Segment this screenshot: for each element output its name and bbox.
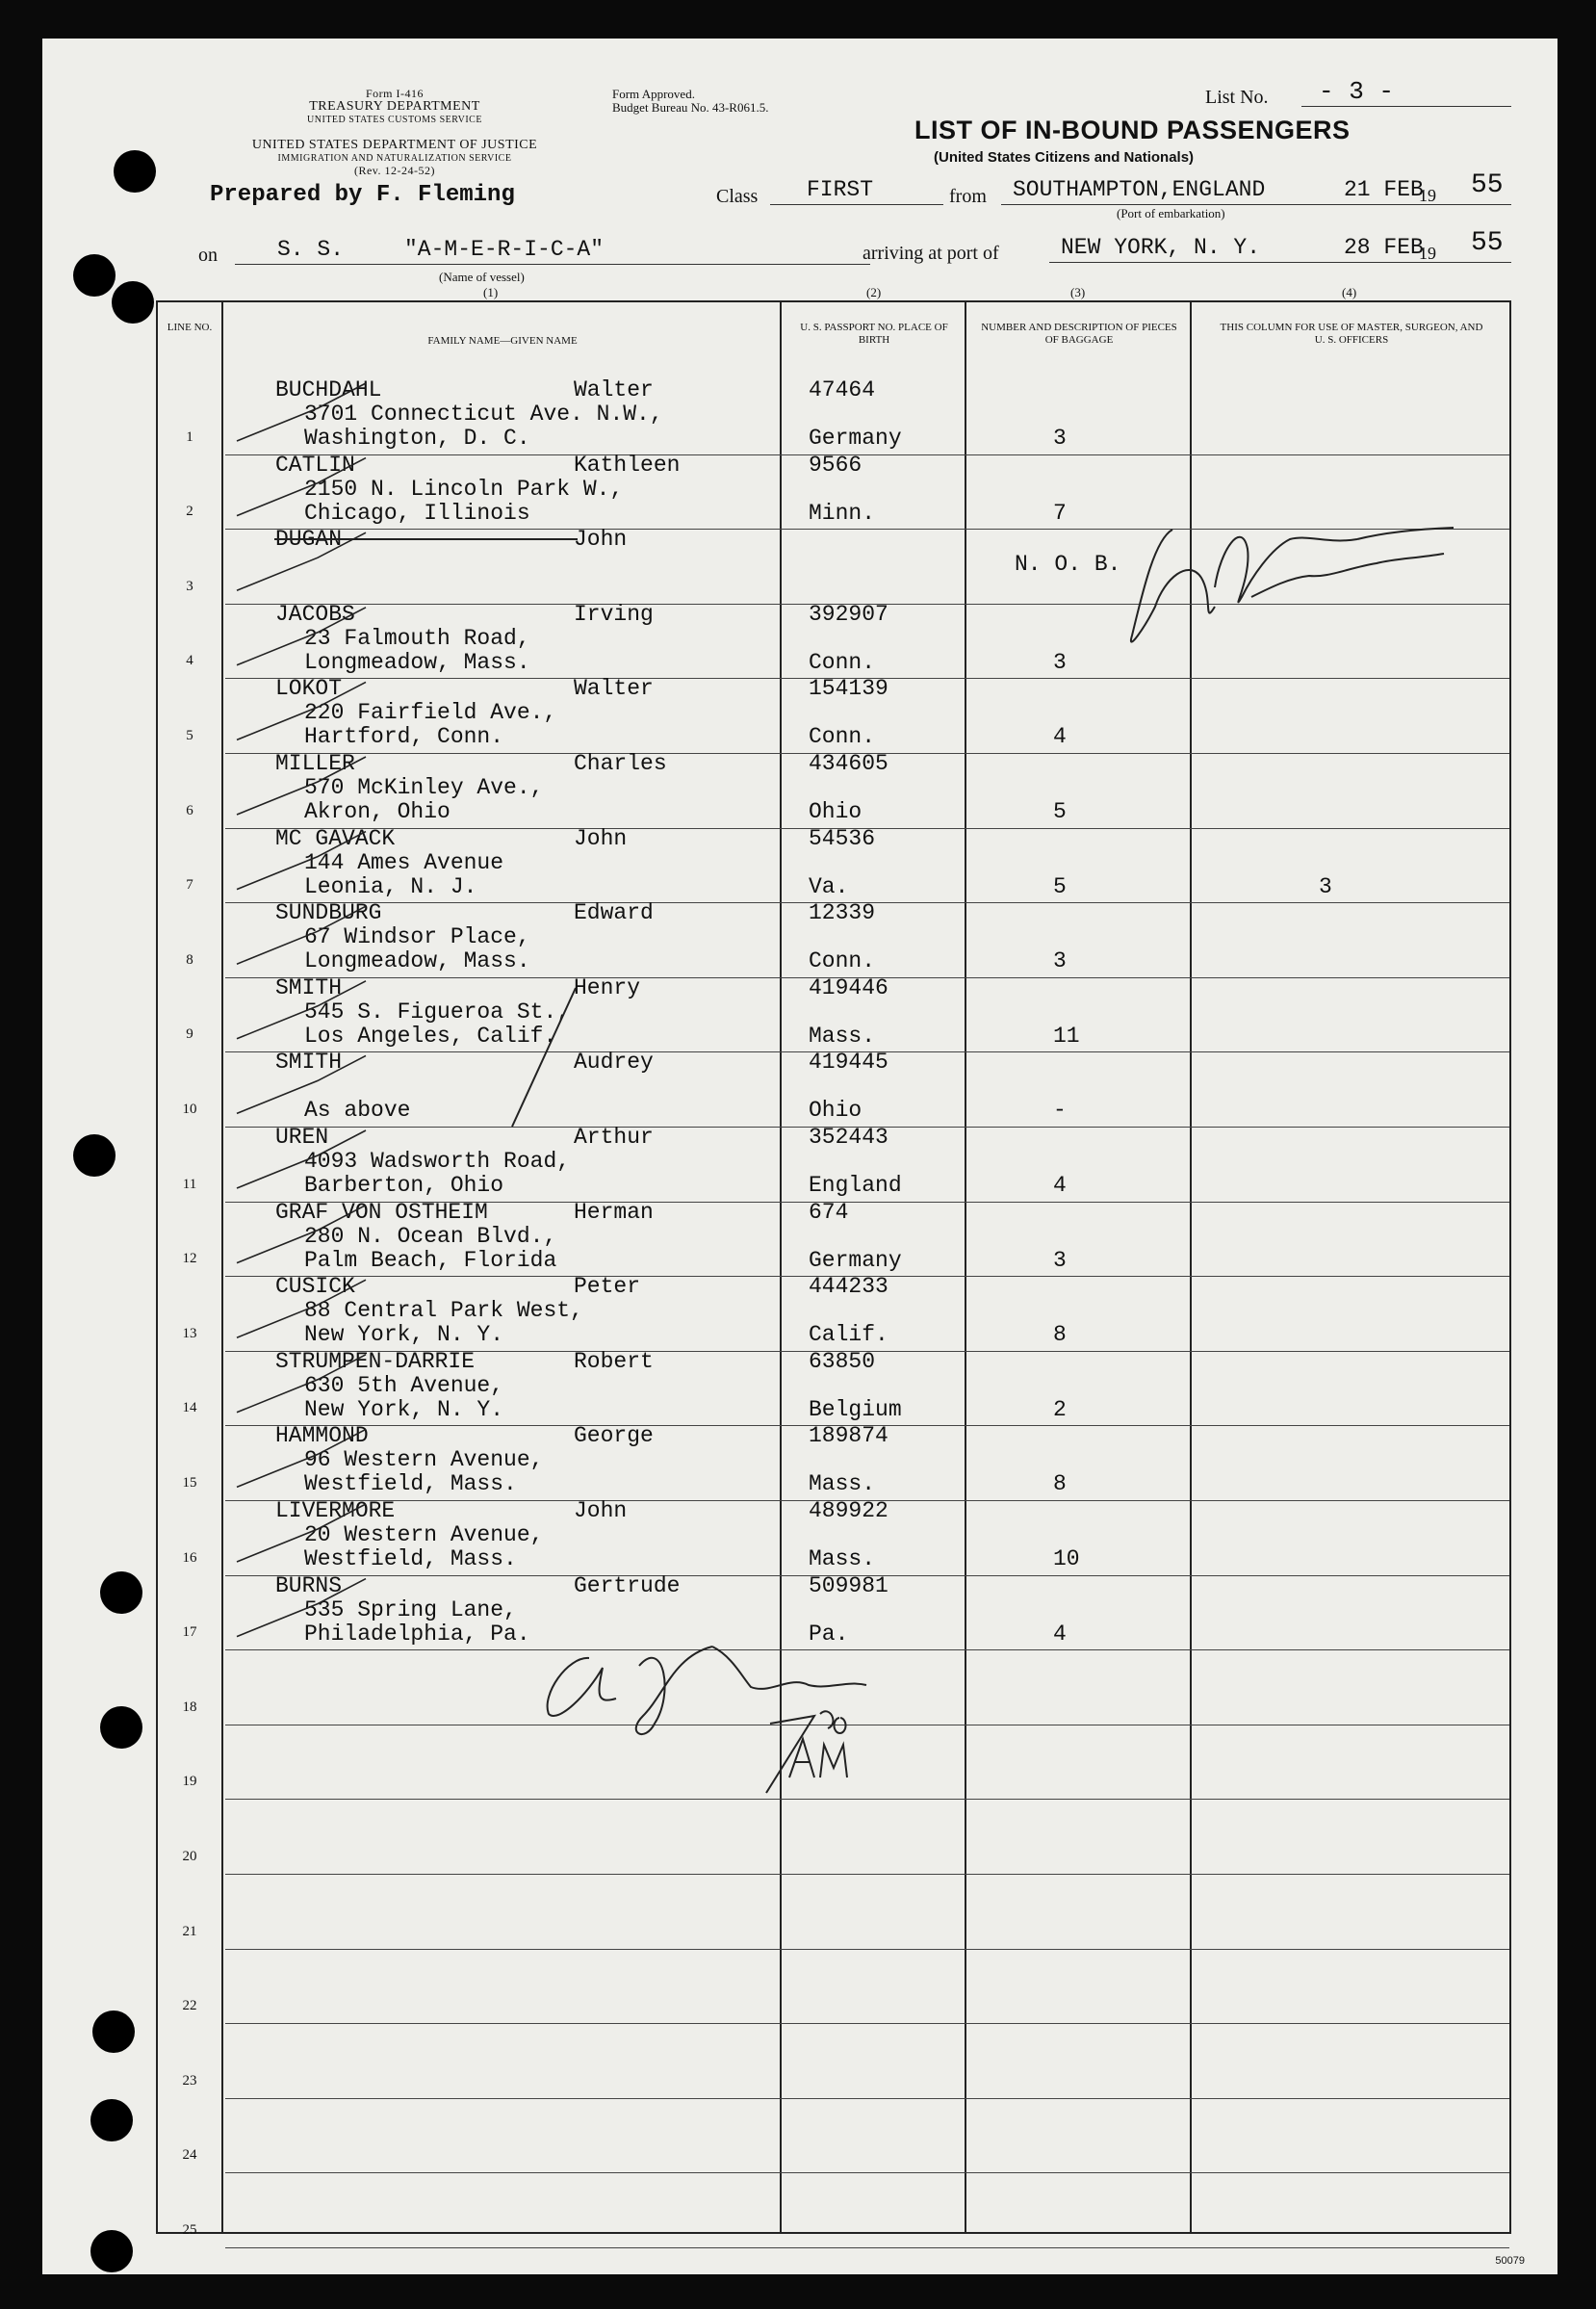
punch-hole xyxy=(114,150,156,193)
given-name: Arthur xyxy=(574,1125,654,1150)
line-number: 4 xyxy=(186,653,193,669)
passport-no: 419445 xyxy=(809,1050,888,1076)
line-number: 22 xyxy=(182,1998,197,2014)
given-name: Peter xyxy=(574,1274,641,1300)
line-number: 2 xyxy=(186,504,193,520)
arriving-port: NEW YORK, N. Y. xyxy=(1061,235,1261,260)
address-line-1: 280 N. Ocean Blvd., xyxy=(304,1223,557,1249)
address-line-2: Westfield, Mass. xyxy=(304,1546,517,1571)
address-line-2: Washington, D. C. xyxy=(304,426,530,451)
address-line-1: 545 S. Figueroa St., xyxy=(304,999,571,1025)
punch-hole xyxy=(100,1706,142,1749)
address-line-2: As above xyxy=(304,1098,411,1124)
punch-hole xyxy=(73,254,116,297)
given-name: Walter xyxy=(574,377,654,402)
row-divider xyxy=(225,1649,1509,1650)
passport-no: 9566 xyxy=(809,452,862,478)
place-of-birth: Calif. xyxy=(809,1322,888,1348)
punch-hole xyxy=(92,2011,135,2053)
line-number: 10 xyxy=(182,1102,197,1117)
line-number: 21 xyxy=(182,1923,197,1939)
passport-no: 489922 xyxy=(809,1498,888,1523)
address-line-1: 2150 N. Lincoln Park W., xyxy=(304,476,624,502)
passport-no: 392907 xyxy=(809,601,888,627)
address-line-1: 23 Falmouth Road, xyxy=(304,625,530,651)
address-line-2: Longmeadow, Mass. xyxy=(304,649,530,675)
column-number-3: (3) xyxy=(1070,285,1086,299)
from-value: SOUTHAMPTON,ENGLAND xyxy=(1013,177,1266,202)
passport-no: 63850 xyxy=(809,1348,876,1374)
given-name: Walter xyxy=(574,676,654,702)
place-of-birth: Belgium xyxy=(809,1396,902,1422)
row-divider xyxy=(225,1874,1509,1875)
arriving-year: 55 xyxy=(1471,228,1504,258)
baggage-count: 2 xyxy=(1053,1396,1067,1422)
line-number: 14 xyxy=(182,1400,197,1416)
list-no-label: List No. xyxy=(1205,87,1269,108)
place-of-birth: England xyxy=(809,1173,902,1198)
on-label: on xyxy=(198,245,218,266)
place-of-birth: Conn. xyxy=(809,948,876,974)
place-of-birth: Ohio xyxy=(809,1098,862,1124)
given-name: George xyxy=(574,1423,654,1449)
given-name: Kathleen xyxy=(574,452,681,478)
punch-hole xyxy=(90,2099,133,2141)
column-header-officers: THIS COLUMN FOR USE OF MASTER, SURGEON, AND U. S. OFFICERS xyxy=(1220,322,1483,346)
line-number: 17 xyxy=(182,1624,197,1641)
family-name: STRUMPEN-DARRIE xyxy=(275,1348,476,1374)
baggage-count: 3 xyxy=(1053,426,1067,451)
given-name: John xyxy=(574,1498,628,1523)
passport-no: 434605 xyxy=(809,751,888,776)
place-of-birth: Mass. xyxy=(809,1546,876,1571)
family-name: MC GAVACK xyxy=(275,825,396,851)
arriving-label: arriving at port of xyxy=(862,243,999,264)
line-number: 7 xyxy=(186,877,193,894)
line-number: 15 xyxy=(182,1475,197,1491)
line-number: 18 xyxy=(182,1699,197,1715)
budget-bureau: Budget Bureau No. 43-R061.5. xyxy=(612,100,769,115)
baggage-count: 8 xyxy=(1053,1322,1067,1348)
list-no-value: - 3 - xyxy=(1319,77,1395,106)
family-name: GRAF VON OSTHEIM xyxy=(275,1199,488,1225)
family-name: BURNS xyxy=(275,1572,343,1598)
address-line-2: Los Angeles, Calif. xyxy=(304,1023,557,1049)
passport-no: 12339 xyxy=(809,900,876,926)
punch-hole xyxy=(100,1571,142,1614)
address-line-2: Chicago, Illinois xyxy=(304,500,530,526)
family-name: CATLIN xyxy=(275,452,355,478)
footer-form-code: 50079 xyxy=(1495,2255,1525,2267)
row-divider xyxy=(225,2172,1509,2173)
address-line-2: Westfield, Mass. xyxy=(304,1471,517,1497)
address-line-1: 144 Ames Avenue xyxy=(304,849,504,875)
address-line-2: Longmeadow, Mass. xyxy=(304,948,530,974)
given-name: John xyxy=(574,825,628,851)
passport-no: 509981 xyxy=(809,1572,888,1598)
column-number-1: (1) xyxy=(483,285,499,299)
place-of-birth: Germany xyxy=(809,1247,902,1273)
page-title: LIST OF IN-BOUND PASSENGERS xyxy=(914,116,1351,144)
address-line-1: 3701 Connecticut Ave. N.W., xyxy=(304,402,663,427)
given-name: Charles xyxy=(574,751,667,776)
column-number-4: (4) xyxy=(1342,285,1357,299)
baggage-count: N. O. B. xyxy=(1015,552,1121,578)
passenger-table xyxy=(156,300,1511,2238)
class-label: Class xyxy=(716,186,759,207)
baggage-count: 10 xyxy=(1053,1546,1080,1571)
row-divider xyxy=(225,1799,1509,1800)
given-name: Edward xyxy=(574,900,654,926)
place-of-birth: Mass. xyxy=(809,1023,876,1049)
line-number: 11 xyxy=(182,1176,197,1192)
family-name: MILLER xyxy=(275,751,355,776)
place-of-birth: Minn. xyxy=(809,500,876,526)
passport-no: 47464 xyxy=(809,377,876,402)
treasury-label: TREASURY DEPARTMENT xyxy=(309,99,480,114)
punch-hole xyxy=(112,281,154,324)
place-of-birth: Germany xyxy=(809,426,902,451)
given-name: Robert xyxy=(574,1348,654,1374)
passport-no: 419446 xyxy=(809,974,888,1000)
arriving-year-prefix: 19 xyxy=(1419,244,1436,263)
address-line-1: 630 5th Avenue, xyxy=(304,1372,504,1398)
address-line-1: 20 Western Avenue, xyxy=(304,1522,544,1547)
passport-no: 674 xyxy=(809,1199,849,1225)
from-year: 55 xyxy=(1471,170,1504,200)
baggage-count: 5 xyxy=(1053,799,1067,824)
row-divider xyxy=(225,529,1509,530)
address-line-1: 96 Western Avenue, xyxy=(304,1447,544,1473)
vessel-prefix: S. S. xyxy=(277,237,345,262)
column-header-name: FAMILY NAME—GIVEN NAME xyxy=(427,335,578,347)
family-name: CUSICK xyxy=(275,1274,355,1300)
passport-no: 189874 xyxy=(809,1423,888,1449)
given-name: Audrey xyxy=(574,1050,654,1076)
line-number: 19 xyxy=(182,1774,197,1790)
line-number: 1 xyxy=(186,428,193,445)
family-name: SMITH xyxy=(275,1050,343,1076)
family-name: UREN xyxy=(275,1125,329,1150)
passport-no: 54536 xyxy=(809,825,876,851)
customs-label: UNITED STATES CUSTOMS SERVICE xyxy=(307,115,482,125)
row-divider xyxy=(225,2247,1509,2248)
baggage-count: 7 xyxy=(1053,500,1067,526)
given-name: Gertrude xyxy=(574,1572,681,1598)
prepared-by: Prepared by F. Fleming xyxy=(210,182,515,208)
address-line-1: 570 McKinley Ave., xyxy=(304,775,544,800)
family-name: DUGAN xyxy=(275,527,343,553)
family-name: SUNDBURG xyxy=(275,900,382,926)
baggage-count: 3 xyxy=(1053,1247,1067,1273)
address-line-2: New York, N. Y. xyxy=(304,1396,504,1422)
rev-label: (Rev. 12-24-52) xyxy=(353,164,436,177)
baggage-count: 4 xyxy=(1053,724,1067,750)
place-of-birth: Pa. xyxy=(809,1621,849,1647)
row-divider xyxy=(225,2098,1509,2099)
punch-hole xyxy=(73,1134,116,1177)
address-line-2: Hartford, Conn. xyxy=(304,724,504,750)
line-number: 23 xyxy=(182,2072,197,2088)
address-line-2: Akron, Ohio xyxy=(304,799,450,824)
address-line-1: 67 Windsor Place, xyxy=(304,924,530,950)
vessel-name: "A-M-E-R-I-C-A" xyxy=(404,237,605,262)
line-number: 20 xyxy=(182,1849,197,1864)
family-name: SMITH xyxy=(275,974,343,1000)
given-name: Henry xyxy=(574,974,641,1000)
address-line-2: Barberton, Ohio xyxy=(304,1173,504,1198)
line-number: 12 xyxy=(182,1251,197,1267)
place-of-birth: Va. xyxy=(809,873,849,899)
family-name: LIVERMORE xyxy=(275,1498,396,1523)
family-name: BUCHDAHL xyxy=(275,377,382,402)
line-number: 9 xyxy=(186,1026,193,1043)
line-number: 8 xyxy=(186,951,193,968)
line-number: 13 xyxy=(182,1325,197,1341)
column-header-baggage: NUMBER AND DESCRIPTION OF PIECES OF BAGGAGE xyxy=(981,322,1177,346)
address-line-2: Leonia, N. J. xyxy=(304,873,477,899)
baggage-count: 3 xyxy=(1053,649,1067,675)
form-number: Form I-416 xyxy=(366,87,424,100)
baggage-count: 8 xyxy=(1053,1471,1067,1497)
given-name: Herman xyxy=(574,1199,654,1225)
address-line-1: 88 Central Park West, xyxy=(304,1298,583,1324)
officer-note: 3 xyxy=(1319,873,1332,899)
address-line-1: 220 Fairfield Ave., xyxy=(304,700,557,726)
given-name: Irving xyxy=(574,601,654,627)
line-number: 25 xyxy=(182,2222,197,2238)
baggage-count: 3 xyxy=(1053,948,1067,974)
place-of-birth: Ohio xyxy=(809,799,862,824)
baggage-count: 5 xyxy=(1053,873,1067,899)
column-header-passport: U. S. PASSPORT NO. PLACE OF BIRTH xyxy=(800,322,948,346)
family-name: JACOBS xyxy=(275,601,355,627)
line-number: 5 xyxy=(186,728,193,743)
row-divider xyxy=(225,2023,1509,2024)
baggage-count: 11 xyxy=(1053,1023,1080,1049)
from-label: from xyxy=(949,186,987,207)
class-value: FIRST xyxy=(807,177,874,202)
page-subtitle: (United States Citizens and Nationals) xyxy=(934,149,1195,166)
address-line-1: 4093 Wadsworth Road, xyxy=(304,1149,571,1174)
address-line-2: Palm Beach, Florida xyxy=(304,1247,557,1273)
family-name: LOKOT xyxy=(275,676,343,702)
vessel-name-label: (Name of vessel) xyxy=(439,270,525,284)
punch-hole xyxy=(90,2230,133,2272)
place-of-birth: Conn. xyxy=(809,649,876,675)
port-embark-label: (Port of embarkation) xyxy=(1117,206,1225,221)
address-line-1: 535 Spring Lane, xyxy=(304,1596,517,1622)
passport-no: 154139 xyxy=(809,676,888,702)
column-header-line-no: LINE NO. xyxy=(167,322,213,333)
line-number: 16 xyxy=(182,1549,197,1566)
place-of-birth: Conn. xyxy=(809,724,876,750)
baggage-count: 4 xyxy=(1053,1621,1067,1647)
family-name: HAMMOND xyxy=(275,1423,369,1449)
passport-no: 352443 xyxy=(809,1125,888,1150)
baggage-count: - xyxy=(1053,1098,1067,1124)
baggage-count: 4 xyxy=(1053,1173,1067,1198)
line-number: 3 xyxy=(186,578,193,594)
line-number: 24 xyxy=(182,2147,197,2164)
line-number: 6 xyxy=(186,802,193,818)
address-line-2: Philadelphia, Pa. xyxy=(304,1621,530,1647)
from-date: 21 FEB xyxy=(1344,177,1424,202)
row-divider xyxy=(225,454,1509,455)
justice-label: UNITED STATES DEPARTMENT OF JUSTICE xyxy=(251,138,538,152)
place-of-birth: Mass. xyxy=(809,1471,876,1497)
row-divider xyxy=(225,1949,1509,1950)
form-approved: Form Approved. xyxy=(612,87,695,101)
passport-no: 444233 xyxy=(809,1274,888,1300)
ins-label: IMMIGRATION AND NATURALIZATION SERVICE xyxy=(277,153,512,164)
column-number-2: (2) xyxy=(866,285,882,299)
address-line-2: New York, N. Y. xyxy=(304,1322,504,1348)
from-year-prefix: 19 xyxy=(1419,186,1436,205)
given-name: John xyxy=(574,527,628,553)
arriving-date: 28 FEB xyxy=(1344,235,1424,260)
